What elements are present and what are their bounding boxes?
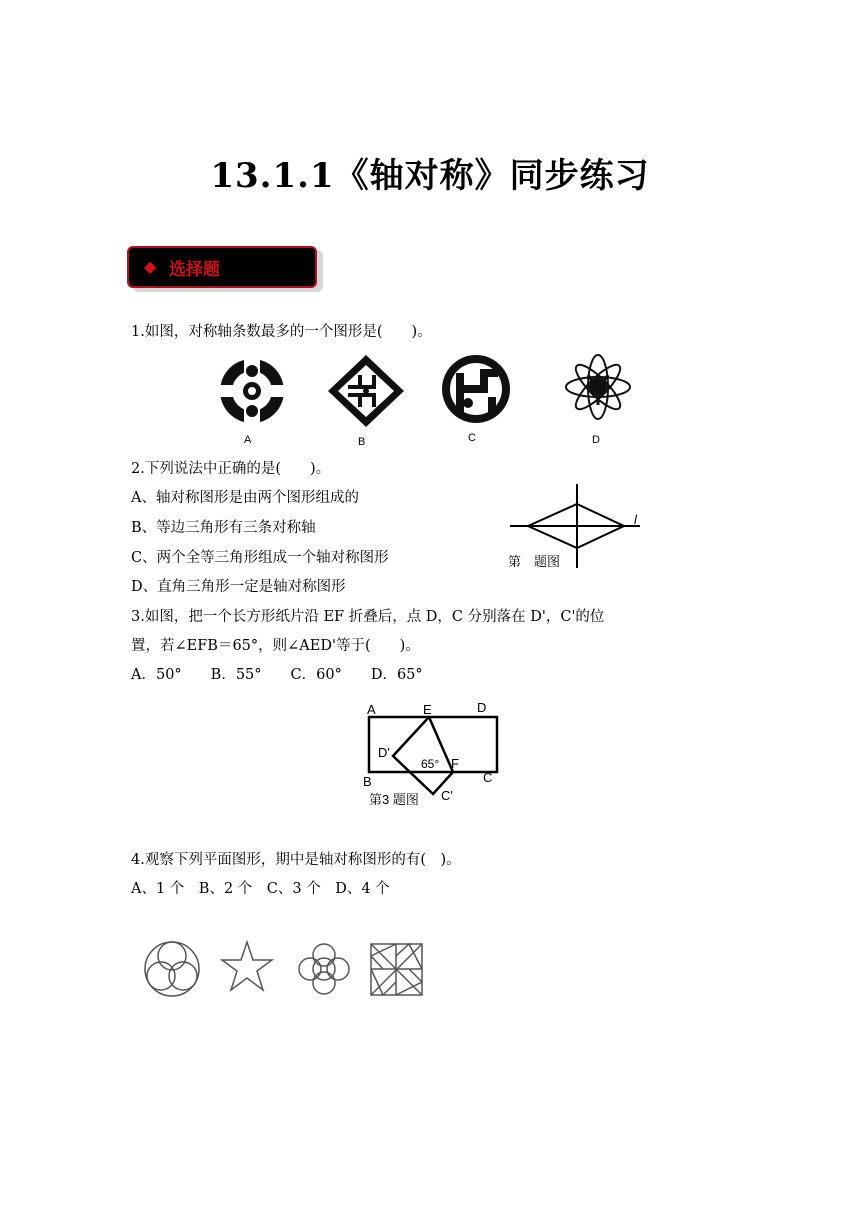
point-b-label: B	[363, 774, 372, 789]
figure-d-flower	[566, 355, 630, 419]
question-1-text: 1.如图，对称轴条数最多的一个图形是( )。	[131, 324, 432, 340]
figure-a-ornament	[220, 359, 284, 423]
pinwheel-figure	[371, 944, 422, 995]
page-title: 13.1.1《轴对称》同步练习	[210, 156, 650, 196]
question-2-figure	[500, 480, 660, 572]
point-a-label: A	[367, 702, 376, 717]
figure-b-ornament	[328, 355, 404, 427]
question-2-option-b: B、等边三角形有三条对称轴	[131, 520, 316, 536]
point-f-label: F	[451, 756, 459, 771]
diamond-icon: ◆	[144, 257, 157, 276]
point-d-label: D	[477, 700, 487, 715]
question-2-option-a: A、轴对称图形是由两个图形组成的	[131, 490, 359, 506]
line-l-label: l	[634, 512, 637, 527]
question-3-text-line-2: 置，若∠EFB＝65°，则∠AED'等于( )。	[131, 638, 420, 654]
section-header	[127, 246, 317, 288]
figure-d-label: D	[592, 434, 600, 446]
question-2-figure-caption: 第 题图	[508, 554, 561, 569]
section-label: 选择题	[169, 260, 220, 280]
point-e-label: E	[423, 702, 432, 717]
figure-c-label: C	[468, 432, 476, 444]
question-3-options: A．50° B．55° C．60° D．65°	[131, 667, 423, 683]
question-4-text: 4.观察下列平面图形，期中是轴对称图形的有( )。	[131, 852, 461, 868]
four-circle-flower-figure	[299, 944, 349, 994]
star-figure	[222, 942, 272, 990]
question-3-figure	[355, 696, 515, 814]
angle-label: 65°	[421, 757, 440, 771]
point-d-prime-label: D'	[378, 745, 390, 760]
figure-c-ornament	[442, 355, 510, 423]
question-2-option-d: D、直角三角形一定是轴对称图形	[131, 579, 346, 595]
question-4-figures	[138, 936, 438, 1002]
circle-with-arcs-figure	[145, 942, 199, 996]
question-2-option-c: C、两个全等三角形组成一个轴对称图形	[131, 550, 389, 566]
question-1-figures	[200, 345, 660, 455]
question-3-text-line-1: 3.如图，把一个长方形纸片沿 EF 折叠后，点 D，C 分别落在 D'，C'的位	[131, 609, 605, 625]
point-c-label: C	[483, 770, 493, 785]
question-3-figure-caption: 第3 题图	[369, 792, 419, 807]
folded-flap	[393, 717, 453, 794]
figure-b-label: B	[358, 436, 366, 448]
question-4-options: A、1 个 B、2 个 C、3 个 D、4 个	[131, 881, 390, 897]
point-c-prime-label: C'	[441, 788, 453, 803]
figure-a-label: A	[244, 434, 252, 446]
question-2-text: 2.下列说法中正确的是( )。	[131, 461, 331, 477]
